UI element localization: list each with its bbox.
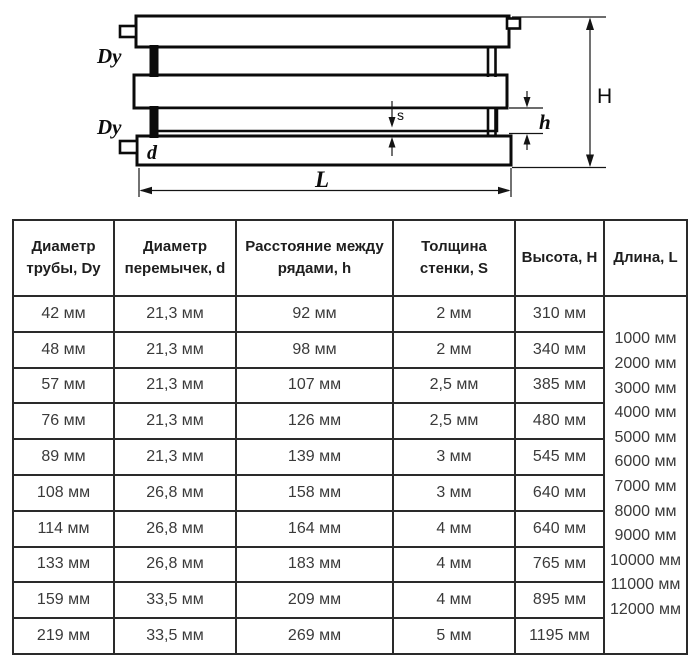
table-cell: 4 мм	[393, 582, 515, 618]
table-cell: 4 мм	[393, 511, 515, 547]
table-row	[13, 296, 687, 332]
table-row	[13, 547, 687, 583]
table-cell: 108 мм	[13, 475, 114, 511]
table-row	[13, 368, 687, 404]
table-row	[13, 403, 687, 439]
table-cell: 21,3 мм	[114, 296, 236, 332]
table-row	[13, 439, 687, 475]
jumper-right-1	[488, 46, 496, 77]
table-cell: 209 мм	[236, 582, 393, 618]
table-cell: 114 мм	[13, 511, 114, 547]
length-value: 9000 мм	[614, 527, 677, 545]
dimension-L	[139, 167, 511, 197]
pipe-row-3	[151, 108, 497, 131]
length-value: 2000 мм	[614, 355, 677, 373]
table-cell: 3 мм	[393, 475, 515, 511]
table-cell: 57 мм	[13, 368, 114, 404]
table-cell: 2 мм	[393, 332, 515, 368]
table-cell: 765 мм	[515, 547, 604, 583]
pipe-row-2	[134, 75, 507, 108]
fitting-top-left	[120, 26, 136, 37]
column-header-length: Длина, L	[604, 220, 687, 296]
pipe-register-spec-table	[12, 219, 688, 655]
table-cell: 1195 мм	[515, 618, 604, 654]
table-cell: 107 мм	[236, 368, 393, 404]
label-L: L	[314, 167, 330, 192]
table-cell: 310 мм	[515, 296, 604, 332]
table-cell: 269 мм	[236, 618, 393, 654]
column-header-dy: Диаметр трубы, Dy	[13, 220, 114, 296]
table-cell: 139 мм	[236, 439, 393, 475]
table-cell: 89 мм	[13, 439, 114, 475]
label-h: h	[539, 110, 551, 134]
label-dy-bottom: Dy	[97, 115, 122, 139]
table-row	[13, 618, 687, 654]
table-cell: 26,8 мм	[114, 547, 236, 583]
table-cell: 340 мм	[515, 332, 604, 368]
length-value: 11000 мм	[610, 576, 681, 594]
pipe-row-1	[136, 16, 509, 47]
table-cell: 92 мм	[236, 296, 393, 332]
length-value: 7000 мм	[614, 478, 677, 495]
table-cell: 895 мм	[515, 582, 604, 618]
table-cell: 219 мм	[13, 618, 114, 654]
table-cell: 21,3 мм	[114, 403, 236, 439]
table-cell: 545 мм	[515, 439, 604, 475]
length-value: 4000 мм	[614, 404, 677, 422]
column-header-s: Толщина стенки, S	[393, 220, 515, 296]
table-cell: 33,5 мм	[114, 618, 236, 654]
length-values-cell	[604, 296, 687, 654]
jumper-left-1	[150, 45, 159, 77]
table-cell: 640 мм	[515, 475, 604, 511]
label-H: H	[597, 85, 613, 108]
table-cell: 385 мм	[515, 368, 604, 404]
label-dy-top: Dy	[97, 44, 122, 68]
table-cell: 164 мм	[236, 511, 393, 547]
table-cell: 4 мм	[393, 547, 515, 583]
table-cell: 133 мм	[13, 547, 114, 583]
table-cell: 76 мм	[13, 403, 114, 439]
table-cell: 21,3 мм	[114, 368, 236, 404]
length-value: 10000 мм	[610, 551, 681, 569]
label-s: s	[397, 107, 404, 123]
fitting-bottom-left	[120, 141, 137, 153]
length-value: 1000 мм	[614, 330, 677, 348]
header-row	[13, 220, 687, 296]
table-row	[13, 475, 687, 511]
table-cell: 26,8 мм	[114, 475, 236, 511]
dimension-h	[509, 91, 551, 150]
table-cell: 48 мм	[13, 332, 114, 368]
table-cell: 98 мм	[236, 332, 393, 368]
table-cell: 158 мм	[236, 475, 393, 511]
table-cell: 2,5 мм	[393, 368, 515, 404]
table-cell: 5 мм	[393, 618, 515, 654]
table-cell: 126 мм	[236, 403, 393, 439]
label-d: d	[147, 142, 157, 164]
table-cell: 21,3 мм	[114, 439, 236, 475]
pipe-row-4	[137, 136, 511, 165]
table-row	[13, 582, 687, 618]
table-cell: 3 мм	[393, 439, 515, 475]
table-cell: 183 мм	[236, 547, 393, 583]
length-value: 3000 мм	[614, 379, 677, 397]
table-cell: 26,8 мм	[114, 511, 236, 547]
jumper-left-2	[150, 106, 159, 138]
length-value: 12000 мм	[610, 600, 681, 618]
table-row	[13, 332, 687, 368]
table-cell: 640 мм	[515, 511, 604, 547]
length-value: 5000 мм	[614, 428, 677, 446]
table-cell: 2,5 мм	[393, 403, 515, 439]
table-cell: 21,3 мм	[114, 332, 236, 368]
table-cell: 42 мм	[13, 296, 114, 332]
column-header-height: Высота, H	[515, 220, 604, 296]
table-row	[13, 511, 687, 547]
length-value: 6000 мм	[614, 453, 677, 471]
table-cell: 159 мм	[13, 582, 114, 618]
fitting-top-right	[507, 19, 520, 29]
pipe-register-diagram	[0, 0, 700, 214]
table-cell: 33,5 мм	[114, 582, 236, 618]
length-value: 8000 мм	[614, 502, 677, 520]
column-header-d: Диаметр перемычек, d	[114, 220, 236, 296]
table-cell: 2 мм	[393, 296, 515, 332]
table-cell: 480 мм	[515, 403, 604, 439]
column-header-h: Расстояние между рядами, h	[236, 220, 393, 296]
